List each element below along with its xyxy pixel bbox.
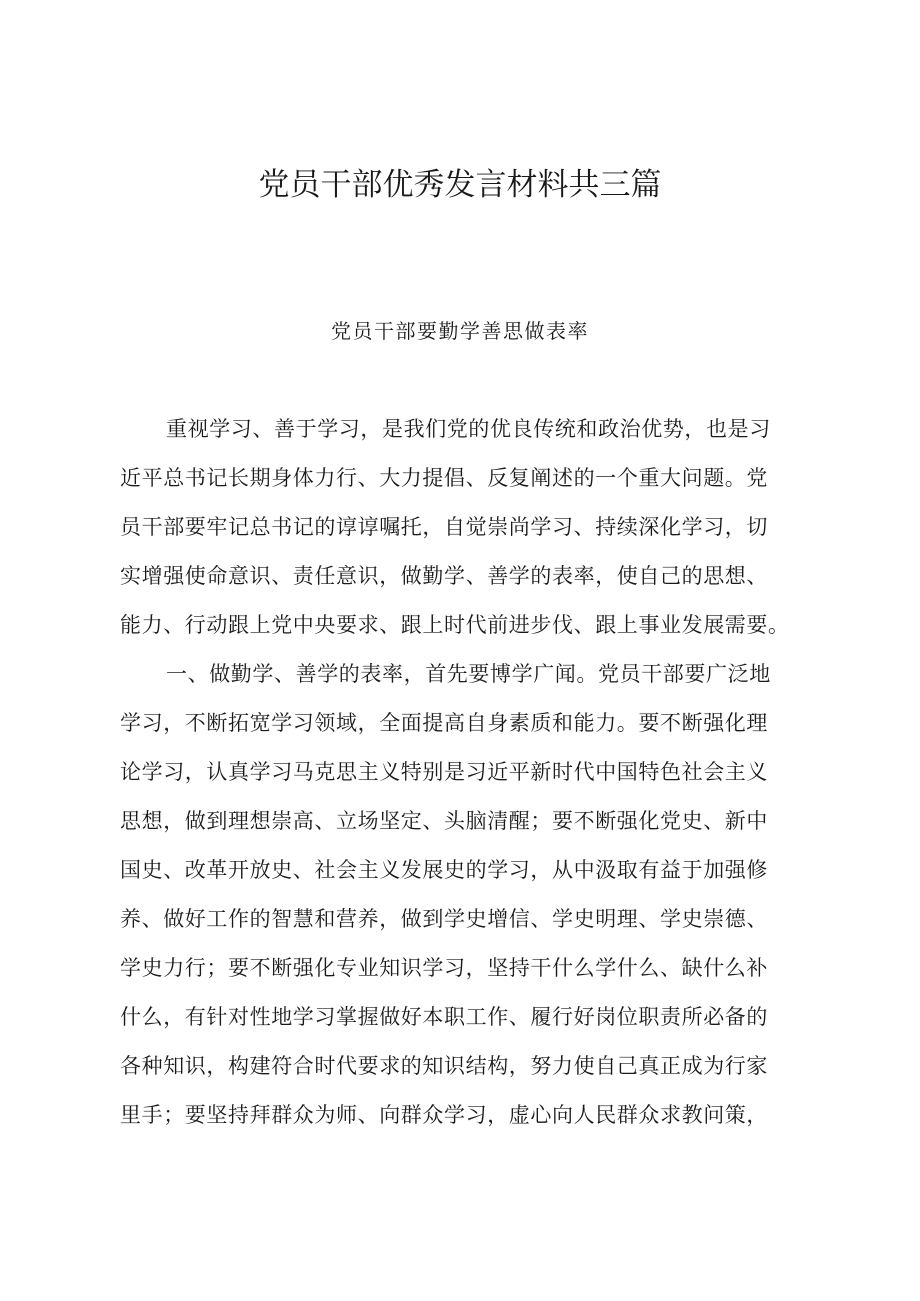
text-line: 实增强使命意识、责任意识，做勤学、善学的表率，使自己的思想、 [120, 564, 768, 588]
text-line: 员干部要牢记总书记的谆谆嘱托，自觉崇尚学习、持续深化学习，切 [120, 515, 768, 539]
body-text [120, 405, 840, 1140]
text-line: 重视学习、善于学习，是我们党的优良传统和政治优势，也是习 [166, 417, 771, 441]
text-line: 一、做勤学、善学的表率，首先要博学广闻。党员干部要广泛地 [166, 662, 771, 686]
text-line: 养、做好工作的智慧和营养，做到学史增信、学史明理、学史崇德、 [120, 907, 768, 931]
text-line: 近平总书记长期身体力行、大力提倡、反复阐述的一个重大问题。党 [120, 466, 768, 490]
text-line: 国史、改革开放史、社会主义发展史的学习，从中汲取有益于加强修 [120, 858, 768, 882]
text-line: 思想，做到理想崇高、立场坚定、头脑清醒；要不断强化党史、新中 [120, 809, 768, 833]
document-title: 党员干部优秀发言材料共三篇 [258, 167, 662, 203]
text-line: 能力、行动跟上党中央要求、跟上时代前进步伐、跟上事业发展需要。 [120, 613, 790, 637]
text-line: 学史力行；要不断强化专业知识学习，坚持干什么学什么、缺什么补 [120, 956, 768, 980]
section-title: 党员干部要勤学善思做表率 [331, 319, 589, 343]
text-line: 学习，不断拓宽学习领域，全面提高自身素质和能力。要不断强化理 [120, 711, 768, 735]
text-line: 论学习，认真学习马克思主义特别是习近平新时代中国特色社会主义 [120, 760, 768, 784]
text-line: 什么，有针对性地学习掌握做好本职工作、履行好岗位职责所必备的 [120, 1005, 768, 1029]
text-line: 各种知识，构建符合时代要求的知识结构，努力使自己真正成为行家 [120, 1054, 768, 1078]
text-line: 里手；要坚持拜群众为师、向群众学习，虚心向人民群众求教问策， [120, 1103, 768, 1127]
